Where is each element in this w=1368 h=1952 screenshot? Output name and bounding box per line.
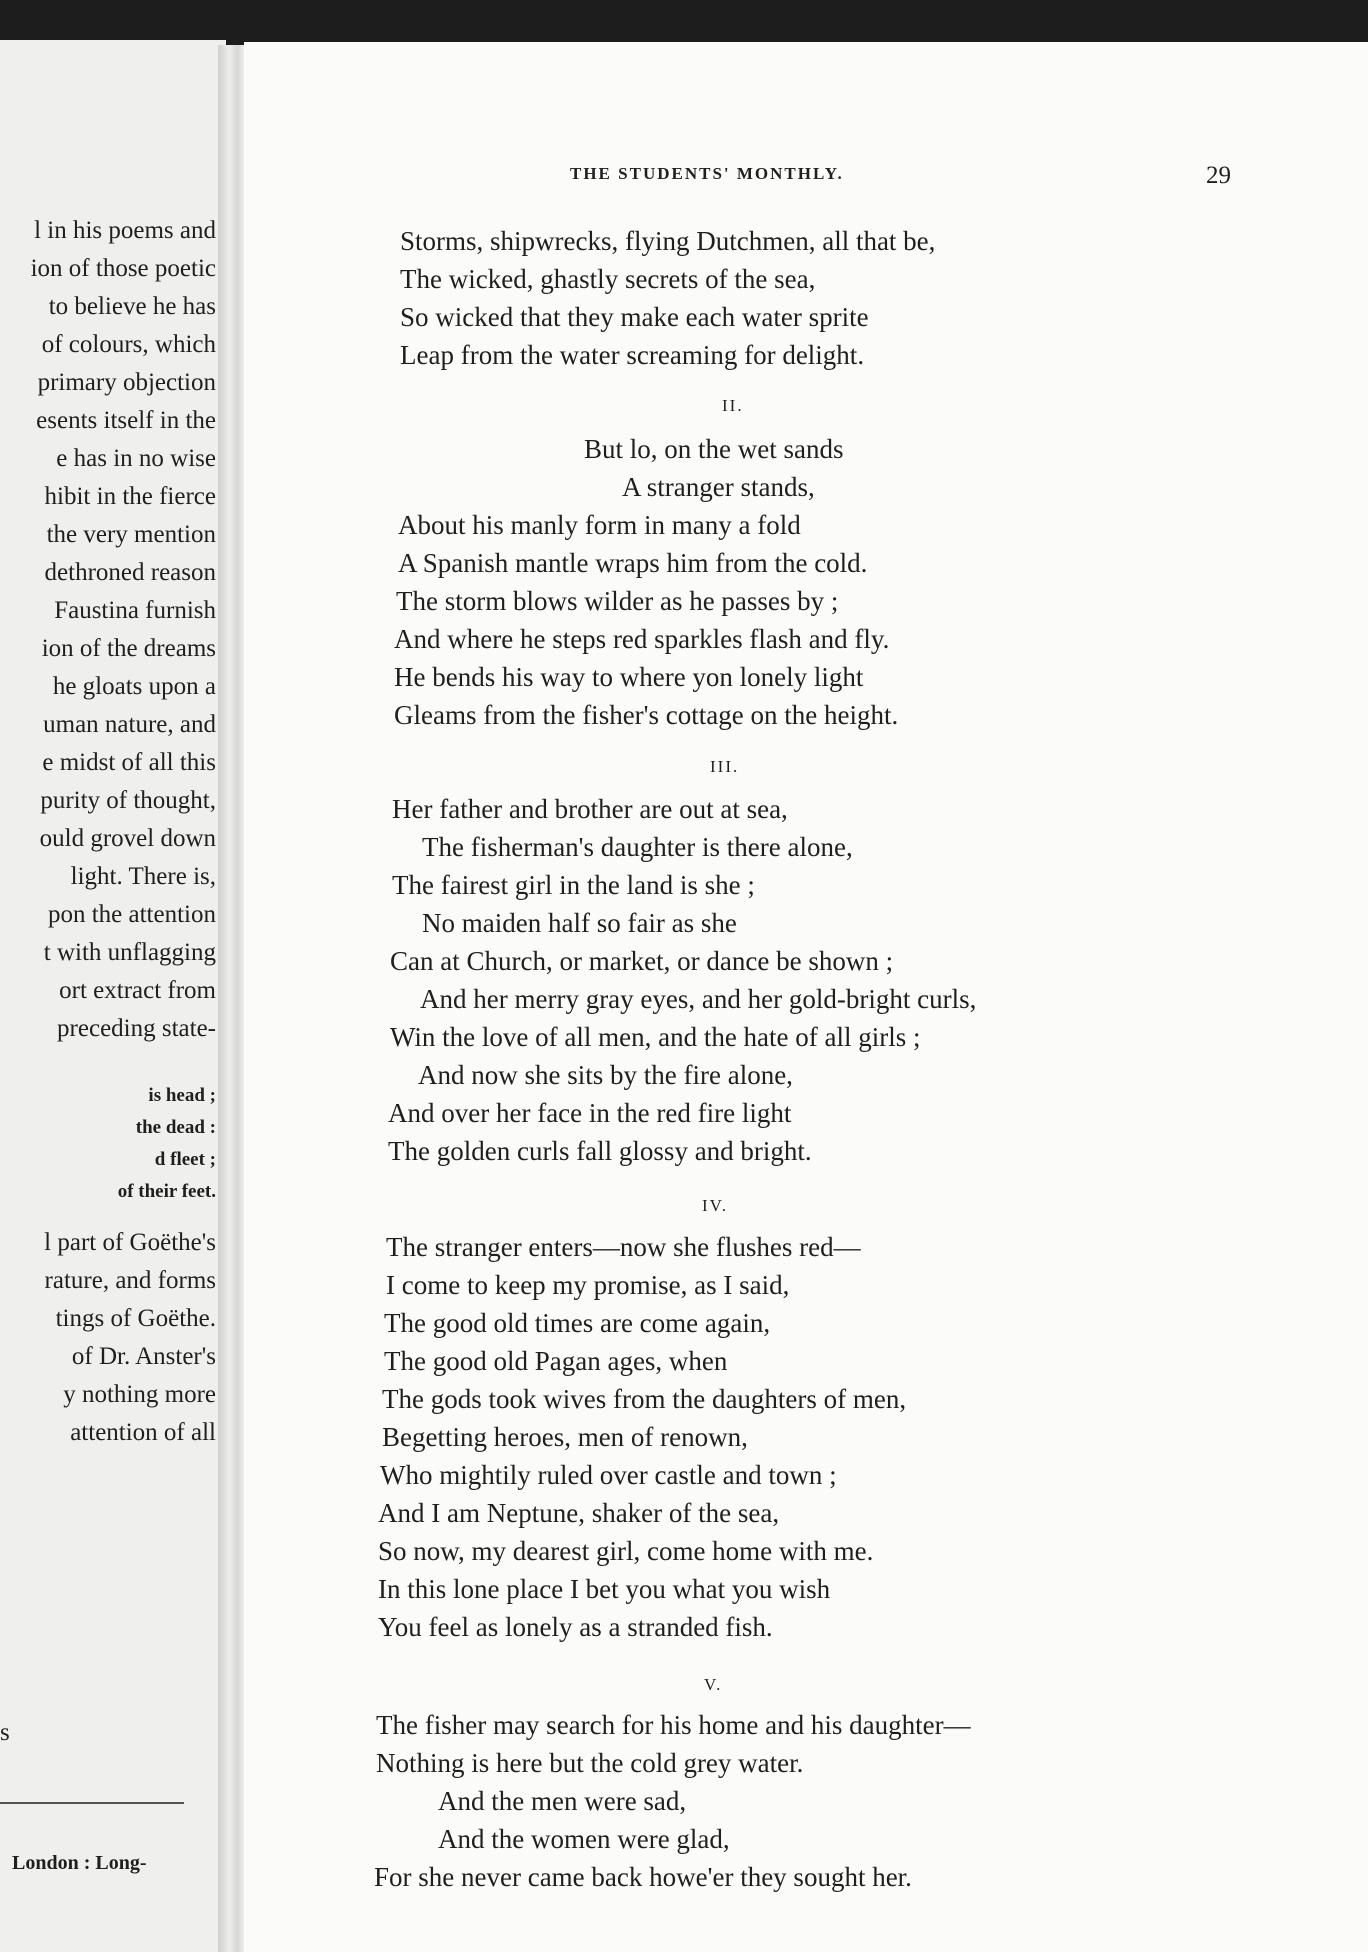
section-numeral: IV.	[702, 1196, 728, 1215]
left-text-line: the very mention	[46, 521, 216, 548]
verse-line: Her father and brother are out at sea,	[392, 794, 788, 824]
verse-line: And now she sits by the fire alone,	[418, 1060, 793, 1090]
left-text-line: attention of all	[70, 1419, 216, 1446]
left-text-line: of colours, which	[41, 331, 216, 358]
left-text-line: l part of Goëthe's	[44, 1229, 216, 1256]
verse-line: The good old Pagan ages, when	[384, 1346, 728, 1376]
left-text-line: l in his poems and	[34, 217, 216, 244]
left-text-line: ion of the dreams	[41, 635, 216, 662]
verse-line: No maiden half so fair as she	[422, 908, 737, 938]
verse-line: The good old times are come again,	[384, 1308, 771, 1338]
verse-line: And the men were sad,	[438, 1786, 687, 1816]
verse-line: And the women were glad,	[438, 1824, 730, 1854]
verse-line: You feel as lonely as a stranded fish.	[378, 1612, 773, 1642]
left-page	[0, 40, 226, 1952]
left-text-line: rature, and forms	[44, 1267, 216, 1294]
left-verse-line: of their feet.	[117, 1181, 216, 1202]
verse-line: The fisherman's daughter is there alone,	[422, 832, 853, 862]
verse-line: Can at Church, or market, or dance be shown ;	[390, 946, 894, 976]
left-text-line: tings of Goëthe.	[55, 1305, 216, 1332]
verse-line: In this lone place I bet you what you wish	[378, 1574, 831, 1604]
verse-line: Storms, shipwrecks, flying Dutchmen, all that be,	[400, 226, 936, 256]
left-verse-line: the dead :	[135, 1117, 216, 1138]
verse-line: The stranger enters—now she flushes red—	[386, 1232, 861, 1262]
left-text-line: pon the attention	[47, 901, 216, 928]
left-text-line: primary objection	[37, 369, 216, 396]
verse-line: Win the love of all men, and the hate of all girls ;	[390, 1022, 921, 1052]
running-header: THE STUDENTS' MONTHLY.	[570, 164, 844, 183]
left-verse-line: d fleet ;	[154, 1149, 216, 1170]
left-text-line: y nothing more	[63, 1381, 216, 1408]
verse-line: The storm blows wilder as he passes by ;	[396, 586, 839, 616]
left-verse-line: is head ;	[148, 1085, 216, 1106]
verse-line: For she never came back howe'er they sought her.	[374, 1862, 912, 1892]
verse-line: The gods took wives from the daughters of men,	[382, 1384, 907, 1414]
verse-line: And I am Neptune, shaker of the sea,	[378, 1498, 780, 1528]
verse-line: He bends his way to where yon lonely light	[394, 662, 864, 692]
verse-line: But lo, on the wet sands	[584, 434, 844, 464]
verse-line: The fisher may search for his home and his daughter—	[376, 1710, 971, 1740]
section-numeral: II.	[722, 396, 744, 415]
left-text-line: uman nature, and	[43, 711, 216, 738]
left-text-line: of Dr. Anster's	[71, 1343, 216, 1370]
verse-line: The fairest girl in the land is she ;	[392, 870, 755, 900]
left-text-line: Faustina furnish	[54, 597, 216, 624]
verse-line: Who mightily ruled over castle and town ;	[380, 1460, 837, 1490]
verse-line: The golden curls fall glossy and bright.	[388, 1136, 812, 1166]
verse-line: And her merry gray eyes, and her gold-bright curls,	[420, 984, 977, 1014]
verse-line: About his manly form in many a fold	[398, 510, 801, 540]
verse-line: The wicked, ghastly secrets of the sea,	[400, 264, 816, 294]
book-gutter	[218, 45, 246, 1952]
verse-line: Begetting heroes, men of renown,	[382, 1422, 748, 1452]
left-text-line: preceding state-	[57, 1015, 216, 1042]
left-text-line: e has in no wise	[56, 445, 216, 472]
left-text-line: to believe he has	[48, 293, 216, 320]
left-text-line: ort extract from	[59, 977, 216, 1004]
left-text-line: purity of thought,	[40, 787, 216, 814]
verse-line: And over her face in the red fire light	[388, 1098, 792, 1128]
footnote-rule	[0, 1802, 184, 1804]
verse-line: Gleams from the fisher's cottage on the height.	[394, 700, 899, 730]
section-numeral: V.	[704, 1675, 723, 1694]
left-text-line: e midst of all this	[42, 749, 216, 776]
verse-line: Leap from the water screaming for delight.	[400, 340, 865, 370]
verse-line: I come to keep my promise, as I said,	[386, 1270, 790, 1300]
verse-line: Nothing is here but the cold grey water.	[376, 1748, 804, 1778]
left-text-line: he gloats upon a	[52, 673, 216, 700]
page-number: 29	[1206, 162, 1231, 189]
verse-line: A stranger stands,	[622, 472, 815, 502]
verse-line: And where he steps red sparkles flash and fly.	[394, 624, 890, 654]
left-footnote: London : Long-	[12, 1852, 147, 1874]
left-text-line: dethroned reason	[44, 559, 216, 586]
left-text-line: ion of those poetic	[30, 255, 216, 282]
left-text-line: hibit in the fierce	[44, 483, 216, 510]
left-text-line: esents itself in the	[36, 407, 216, 434]
left-fragment: s	[0, 1719, 10, 1746]
left-text-line: light. There is,	[70, 863, 216, 890]
verse-line: So now, my dearest girl, come home with me.	[378, 1536, 874, 1566]
left-text-line: t with unflagging	[43, 939, 216, 966]
left-text-line: ould grovel down	[39, 825, 216, 852]
section-numeral: III.	[710, 757, 740, 776]
verse-line: A Spanish mantle wraps him from the cold.	[398, 548, 868, 578]
verse-line: So wicked that they make each water sprite	[400, 302, 869, 332]
